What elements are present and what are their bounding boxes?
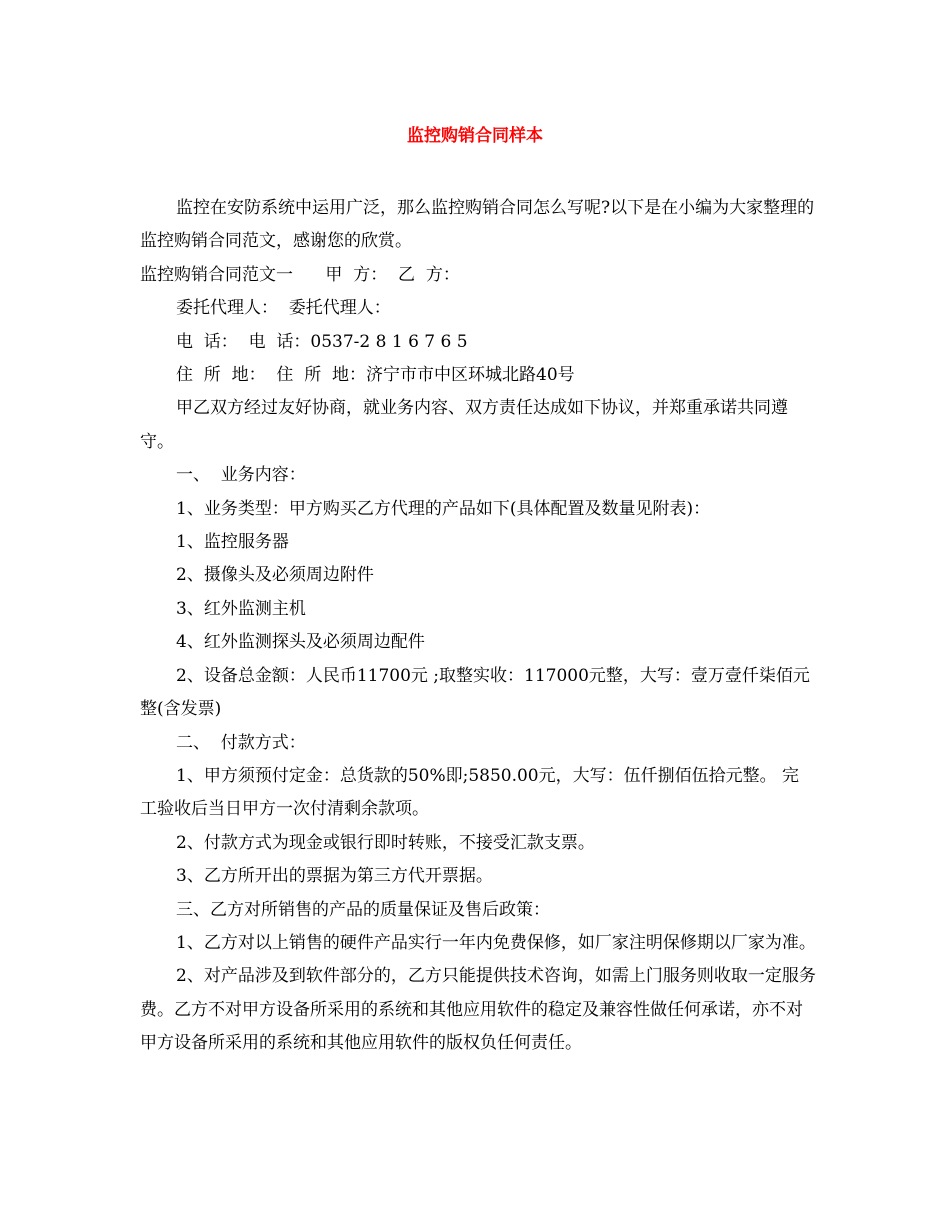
paragraph-agreement: 甲乙双方经过友好协商，就业务内容、双方责任达成如下协议，并郑重承诺共同遵守。: [140, 398, 788, 452]
list-item: 4、红外监测探头及必须周边配件: [176, 632, 425, 653]
paragraph-address: 住 所 地： 住 所 地：济宁市市中区环城北路40号: [176, 365, 575, 386]
paragraph-phone: 电 话： 电 话：0537-2 8 1 6 7 6 5: [176, 331, 468, 352]
paragraph-agents: 委托代理人： 委托代理人：: [176, 298, 391, 319]
paragraph-parties: 监控购销合同范文一 甲 方： 乙 方：: [140, 264, 460, 285]
paragraph-hardware-warranty: 1、乙方对以上销售的硬件产品实行一年内免费保修，如厂家注明保修期以厂家为准。: [176, 932, 816, 953]
paragraph-software-policy: 2、对产品涉及到软件部分的，乙方只能提供技术咨询，如需上门服务则收取一定服务费。乙方不对甲方设备所采用的系统和其他应用软件的稳定及兼容性做任何承诺，亦不对甲方设备所采用的系统和其他应用软件的版权负任何责任。: [140, 966, 816, 1054]
list-item: 2、摄像头及必须周边附件: [176, 565, 374, 586]
section-heading-business: 一、 业务内容：: [176, 465, 306, 486]
paragraph-deposit: 1、甲方须预付定金：总货款的50%即;5850.00元，大写：伍仟捌佰伍拾元整。 完工验收后当日甲方一次付清剩余款项。: [140, 765, 800, 820]
paragraph-payment-method: 2、付款方式为现金或银行即时转账，不接受汇款支票。: [176, 832, 595, 853]
section-heading-payment: 二、 付款方式：: [176, 732, 306, 753]
document-body: [140, 192, 816, 1061]
paragraph-total-amount: 2、设备总金额：人民币11700元 ;取整实收：117000元整，大写：壹万壹仟柒佰元整(含发票): [140, 665, 810, 720]
list-item: 1、监控服务器: [176, 532, 289, 553]
paragraph-business-type: 1、业务类型：甲方购买乙方代理的产品如下(具体配置及数量见附表)：: [176, 498, 711, 519]
section-heading-warranty: 三、乙方对所销售的产品的质量保证及售后政策：: [176, 899, 550, 920]
list-item: 3、红外监测主机: [176, 598, 306, 619]
document-title: 监控购销合同样本: [407, 126, 543, 146]
paragraph-intro: 监控在安防系统中运用广泛，那么监控购销合同怎么写呢?以下是在小编为大家整理的监控购销合同范文，感谢您的欣赏。: [140, 198, 815, 252]
paragraph-invoice: 3、乙方所开出的票据为第三方代开票据。: [176, 866, 493, 887]
